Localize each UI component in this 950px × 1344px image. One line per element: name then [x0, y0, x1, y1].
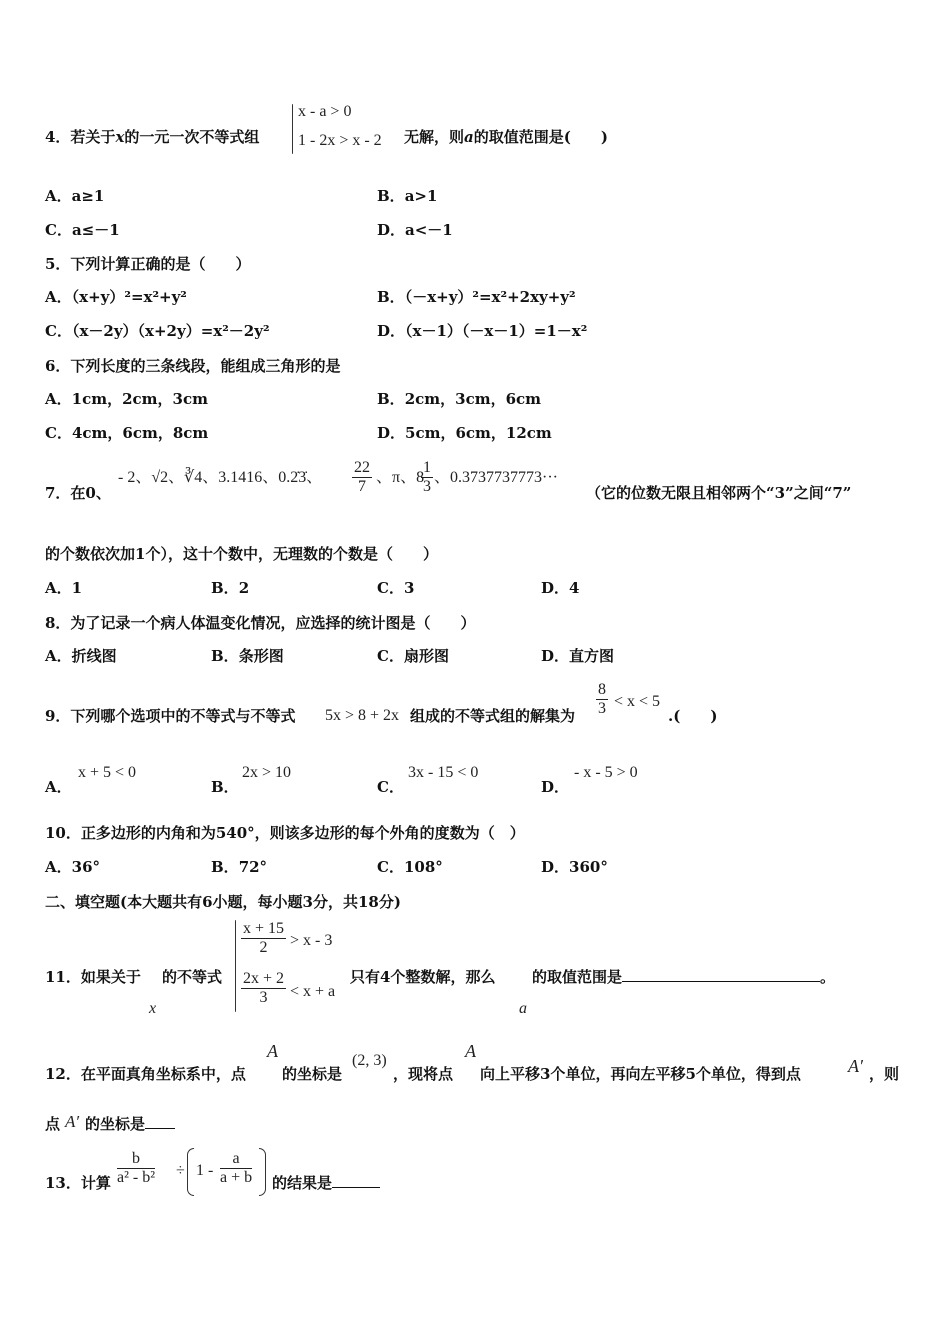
q6-option-b[interactable]: B．2cm，3cm，6cm — [377, 390, 542, 408]
q6-stem: 6．下列长度的三条线段，能组成三角形的是 — [45, 357, 341, 375]
q7-option-c[interactable]: C．3 — [377, 579, 415, 597]
q7-numbers-a: - 2、√2、∛4、3.1416、0.2̇3̇、 — [118, 469, 323, 486]
q4-option-d[interactable]: D．a<－1 — [377, 221, 453, 239]
q12-point-a-prime: A′ — [848, 1056, 863, 1076]
q4-option-c[interactable]: C．a≤－1 — [45, 221, 120, 239]
q9-solution-rest: < x < 5 — [614, 693, 661, 710]
q13-answer-blank[interactable] — [332, 1187, 380, 1188]
q12-stem-e: ，则 — [869, 1065, 900, 1083]
q6-option-a[interactable]: A．1cm，2cm，3cm — [45, 390, 208, 408]
q9-option-d-label[interactable]: D． — [541, 778, 570, 796]
q9-option-c[interactable]: 3x - 15 < 0 — [408, 764, 479, 781]
q7-stem-a: 7．在0、 — [45, 484, 111, 502]
q7-stem-b: （它的位数无限且相邻两个“3”之间“7” — [586, 484, 852, 502]
q4-system-line-2: 1 - 2x > x - 2 — [298, 132, 382, 149]
q4-option-b[interactable]: B．a>1 — [377, 187, 438, 205]
q6-option-c[interactable]: C．4cm，6cm，8cm — [45, 424, 209, 442]
q13-stem-a: 13．计算 — [45, 1174, 111, 1192]
q12-stem-d: 向上平移3个单位，再向左平移5个单位，得到点 — [480, 1065, 801, 1083]
q11-answer-blank[interactable] — [622, 981, 820, 982]
q5-option-b[interactable]: B．（－x+y）²=x²+2xy+y² — [377, 288, 576, 306]
q13-one-minus: 1 - — [196, 1162, 214, 1179]
q12-coordinate: (2, 3) — [352, 1052, 387, 1069]
q8-option-c[interactable]: C．扇形图 — [377, 647, 449, 665]
q11-fraction-2: 2x + 2 3 — [243, 970, 285, 1006]
q9-stem-a: 9．下列哪个选项中的不等式与不等式 — [45, 707, 296, 725]
q8-option-b[interactable]: B．条形图 — [211, 647, 284, 665]
q9-option-a-label[interactable]: A． — [45, 778, 72, 796]
q11-fraction-1: x + 15 2 — [243, 920, 285, 956]
q11-stem-d: 的取值范围是 — [532, 968, 623, 986]
q12-stem-a: 12．在平面真角坐标系中，点 — [45, 1065, 246, 1083]
q11-line-1-rest: > x - 3 — [290, 932, 333, 949]
q7-option-d[interactable]: D．4 — [541, 579, 580, 597]
q4-var-a: a — [464, 128, 474, 146]
q11-var-x: x — [149, 1000, 157, 1017]
q4-system-line-1: x - a > 0 — [298, 103, 352, 120]
q9-stem-c: .( ) — [668, 707, 718, 725]
q5-option-d[interactable]: D．（x－1）（－x－1）=1－x² — [377, 322, 588, 340]
q12-point-a-2: A — [465, 1041, 476, 1061]
q12-answer-blank[interactable] — [145, 1128, 175, 1129]
q4-stem-a: 4．若关于 — [45, 128, 116, 146]
q9-option-b[interactable]: 2x > 10 — [242, 764, 292, 781]
q11-line-2-rest: < x + a — [290, 983, 336, 1000]
q13-right-paren — [259, 1148, 266, 1196]
q7-fraction-1-3: 1 3 — [423, 459, 431, 495]
q5-option-a[interactable]: A．（x+y）²=x²+y² — [45, 288, 187, 306]
q7-option-b[interactable]: B．2 — [211, 579, 250, 597]
q13-left-paren — [187, 1148, 194, 1196]
q6-option-d[interactable]: D．5cm，6cm，12cm — [377, 424, 552, 442]
q10-option-d[interactable]: D．360° — [541, 858, 608, 876]
q9-option-c-label[interactable]: C． — [377, 778, 404, 796]
q10-option-c[interactable]: C．108° — [377, 858, 443, 876]
q9-stem-b: 组成的不等式组的解集为 — [410, 707, 576, 725]
q12-stem-c: ，现将点 — [393, 1065, 454, 1083]
q4-stem-d: 的取值范围是( ) — [473, 128, 608, 146]
q4-var-x: x — [115, 128, 125, 146]
q11-var-a: a — [519, 1000, 527, 1017]
section-2-heading: 二、填空题(本大题共有6小题，每小题3分，共18分) — [45, 893, 401, 911]
q13-stem-b: 的结果是 — [272, 1174, 333, 1192]
q9-option-a[interactable]: x + 5 < 0 — [78, 764, 137, 781]
q9-option-b-label[interactable]: B． — [211, 778, 239, 796]
q5-stem: 5．下列计算正确的是（ ） — [45, 255, 251, 273]
q12-point-a-prime-2: A′ — [65, 1112, 80, 1131]
q11-stem-end: 。 — [820, 968, 836, 986]
q7-option-a[interactable]: A．1 — [45, 579, 83, 597]
q13-fraction-a: a a + b — [220, 1150, 253, 1186]
q5-option-c[interactable]: C．（x－2y）（x+2y）=x²－2y² — [45, 322, 270, 340]
q4-stem-b: 的一元一次不等式组 — [124, 128, 260, 146]
q4-system-brace — [292, 104, 293, 154]
q4-option-a[interactable]: A．a≥1 — [45, 187, 105, 205]
q9-inequality: 5x > 8 + 2x — [325, 707, 400, 724]
q12-stem-f: 点 — [45, 1115, 61, 1133]
q8-option-a[interactable]: A．折线图 — [45, 647, 117, 665]
q12-point-a: A — [267, 1041, 278, 1061]
q8-option-d[interactable]: D．直方图 — [541, 647, 615, 665]
q12-stem-b: 的坐标是 — [282, 1065, 343, 1083]
q13-fraction-b: b a² - b² — [117, 1150, 156, 1186]
q10-option-b[interactable]: B．72° — [211, 858, 268, 876]
q11-stem-b: 的不等式 — [162, 968, 223, 986]
q11-stem-c: 只有4个整数解，那么 — [350, 968, 496, 986]
q4-stem-c: 无解，则 — [404, 128, 465, 146]
q12-stem-g: 的坐标是 — [85, 1115, 146, 1133]
q7-stem-c: 的个数依次加1个），这十个数中，无理数的个数是（ ） — [45, 545, 438, 563]
q8-stem: 8．为了记录一个病人体温变化情况，应选择的统计图是（ ） — [45, 614, 476, 632]
q13-divide-sign: ÷ — [176, 1162, 185, 1179]
q9-solution-fraction: 8 3 — [598, 681, 606, 717]
q11-stem-a: 11．如果关于 — [45, 968, 141, 986]
q7-fraction-22-7: 22 7 — [354, 459, 370, 495]
q11-system-brace — [235, 920, 236, 1012]
q7-numbers-b: 、π、8 — [376, 469, 425, 486]
q10-stem: 10．正多边形的内角和为540°，则该多边形的每个外角的度数为（ ） — [45, 824, 525, 842]
q7-numbers-c: 、0.3737737773··· — [434, 469, 558, 486]
q10-option-a[interactable]: A．36° — [45, 858, 101, 876]
q9-option-d[interactable]: - x - 5 > 0 — [574, 764, 638, 781]
